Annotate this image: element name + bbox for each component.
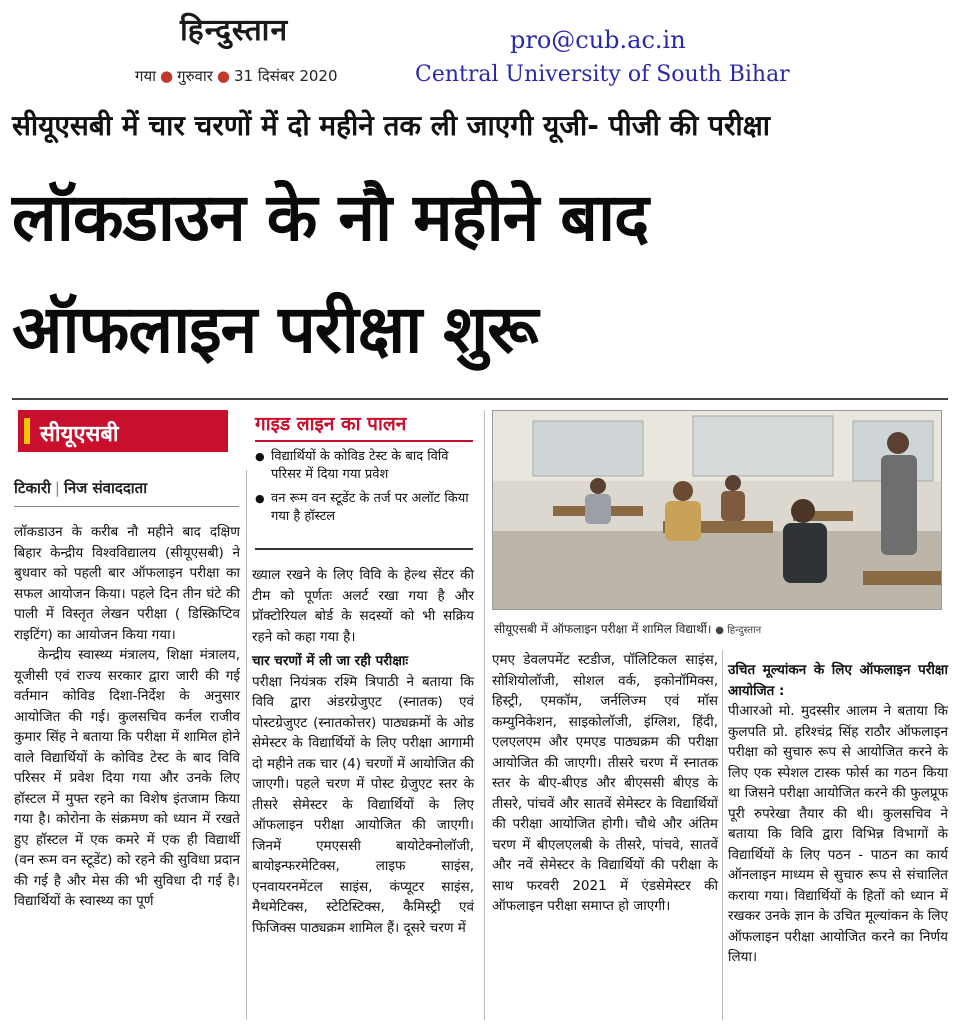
paragraph: पीआरओ मो. मुदस्सीर आलम ने बताया कि कुलपति प्रो. हरिश्चंद्र सिंह राठौर ऑफलाइन परीक्षा को सुचारु रूप से आयोजित करने के लिए एक स्पेशल टास्क फोर्स का गठन किया था जिसने परीक्षा आयोजित करने की फुलप्रूफ पूरी रुपरेखा तैयार की थी। कुलसचिव ने बताया कि विवि द्वारा विभिन्न विभागों के विद्यार्थियों के लिए पठन - पाठन का कार्य ऑनलाइन माध्यम से सुचारु रूप से संचालित कराया गया। विद्यार्थियों के हितों को ध्यान में रखकर उनके ज्ञान के उचित मूल्यांकन के लिए ऑफलाइन परीक्षा आयोजित करने का निर्णय लिया। (728, 703, 948, 965)
kicker-headline: सीयूएसबी में चार चरणों में दो महीने तक ली जाएगी यूजी- पीजी की परीक्षा (12, 109, 771, 142)
bullet-dot-icon: ● (160, 67, 174, 85)
dateline (135, 66, 338, 86)
column-divider (484, 410, 485, 1020)
paragraph: केन्द्रीय स्वास्थ्य मंत्रालय, शिक्षा मंत्रालय, यूजीसी एवं राज्य सरकार द्वारा जारी की गई वर्तमान कोविड दिशा-निर्देश के अनुसार आयोजित की गई। कुलसचिव कर्नल राजीव कुमार सिंह ने बताया कि परीक्षा में शामिल होने वाले विद्यार्थियों के कोविड टेस्ट के बाद विवि परिसर में प्रवेश दिया गया और उनके लिए हॉस्टल में मुफ्त रहने का विशेष इंतजाम किया गया है। कोरोना के संक्रमण को ध्यान में रखते हुए हॉस्टल में एक कमरे में एक ही विद्यार्थी (वन रूम वन स्टूडेंट) को रहने की सुविधा प्रदान की गई है और मेस की भी सुविधा दी गई है। विद्यार्थियों के स्वास्थ्य का पूर्ण (14, 647, 240, 909)
byline-separator: | (54, 479, 60, 497)
article-column-2 (252, 565, 474, 938)
photo-caption (494, 620, 944, 637)
column-divider (722, 650, 723, 1020)
article-column-4 (728, 660, 948, 968)
subheading: चार चरणों में ली जा रही परीक्षाः (252, 653, 409, 669)
paragraph: परीक्षा नियंत्रक रश्मि त्रिपाठी ने बताया कि विवि द्वारा अंडरग्रेजुएट (स्नातक) एवं पोस्टग्रेजुएट (स्नातकोत्तर) पाठ्यक्रमों के ओड सेमेस्टर के विद्यार्थियों के लिए परीक्षा आगामी दो महीने तक चार (4) चरणों में आयोजित की जाएगी। पहले चरण में पोस्ट ग्रेजुएट स्तर के तीसरे सेमेस्टर के विद्यार्थियों के लिए ऑफलाइन परीक्षा आयोजित की जाएगी। जिनमें एमएससी बायोटेक्नोलॉजी, बायोइन्फरमेटिक्स, लाइफ साइंस, एनवायरनमेंटल साइंस, कंप्यूटर साइंस, मैथमेटिक्स, स्टेटिस्टिक्स, कैमिस्ट्री एवं फिजिक्स पाठ्यक्रम शामिल हैं। दूसरे चरण में (252, 673, 474, 936)
paragraph: लॉकडाउन के करीब नौ महीने बाद दक्षिण बिहार केन्द्रीय विश्वविद्यालय (सीयूएसबी) ने बुधवार को पहली बार ऑफलाइन परीक्षा का सफल आयोजन किया। पहले दिन तीन घंटे की पाली में विस्तृत लेखन परीक्षा ( डिस्क्रिप्टिव राइटिंग) का आयोजन किया गया। (14, 524, 240, 643)
dateline-city: गया (135, 67, 157, 85)
guideline-box (255, 410, 473, 550)
byline (14, 478, 239, 507)
main-headline-line1: लॉकडाउन के नौ महीने बाद (12, 179, 649, 256)
article-column-1 (14, 522, 240, 912)
main-headline-line2: ऑफलाइन परीक्षा शुरू (12, 291, 538, 368)
guideline-item: ● विद्यार्थियों के कोविड टेस्ट के बाद विवि परिसर में दिया गया प्रवेश (255, 448, 473, 484)
article-column-3 (492, 650, 718, 917)
subheading: उचित मूल्यांकन के लिए ऑफलाइन परीक्षा आयोजित : (728, 662, 948, 699)
divider (12, 398, 948, 400)
byline-reporter: निज संवाददाता (63, 479, 148, 497)
paragraph: एमए डेवलपमेंट स्टडीज, पॉलिटिकल साइंस, सोशियोलॉजी, सोशल वर्क, इकोनॉमिक्स, हिस्ट्री, एमकॉम, जर्नलिज्म एवं मॉस कम्युनिकेशन, साइकोलॉजी, इंग्लिश, हिंदी, एलएलएम और एमएड पाठ्यक्रम की परीक्षा आयोजित की जाएगी। तीसरे चरण में स्नातक स्तर के बीए-बीएड और बीएससी बीएड के तीसरे, पांचवें और सातवें सेमेस्टर के विद्यार्थियों की परीक्षा आयोजित होगी। चौथे और अंतिम चरण में बीएलएलबी के तीसरे, पांचवे, सातवें और नवें सेमेस्टर के विद्यार्थियों की परीक्षा के साथ फरवरी 2021 में एंडसेमेस्टर की ऑफलाइन परीक्षा समाप्त हो जाएगी। (492, 652, 718, 914)
photo-credit: ● हिन्दुस्तान (715, 625, 762, 636)
newspaper-masthead: हिन्दुस्तान (180, 13, 289, 48)
dateline-day: गुरुवार (177, 67, 213, 85)
column-divider (246, 470, 247, 1020)
caption-text: सीयूएसबी में ऑफलाइन परीक्षा में शामिल विद्यार्थी। (494, 622, 712, 636)
divider (255, 548, 473, 550)
bullet-dot-icon: ● (216, 67, 230, 85)
guideline-title: गाइड लाइन का पालन (255, 410, 473, 442)
paragraph: ख्याल रखने के लिए विवि के हेल्थ सेंटर की टीम को पूर्णतः अलर्ट रखा गया है और प्रॉक्टोरियल बोर्ड के सदस्यों को भी सक्रिय रहने को कहा गया है। (252, 567, 474, 645)
exam-hall-photo (492, 410, 942, 610)
university-name: Central University of South Bihar (415, 62, 790, 87)
guideline-item: ● वन रूम वन स्टूडेंट के तर्ज पर अलॉट किया गया है हॉस्टल (255, 490, 473, 526)
byline-place: टिकारी (14, 479, 51, 497)
dateline-date: 31 दिसंबर 2020 (234, 67, 338, 85)
section-tag: सीयूएसबी (18, 410, 228, 452)
contact-email: pro@cub.ac.in (510, 26, 686, 54)
